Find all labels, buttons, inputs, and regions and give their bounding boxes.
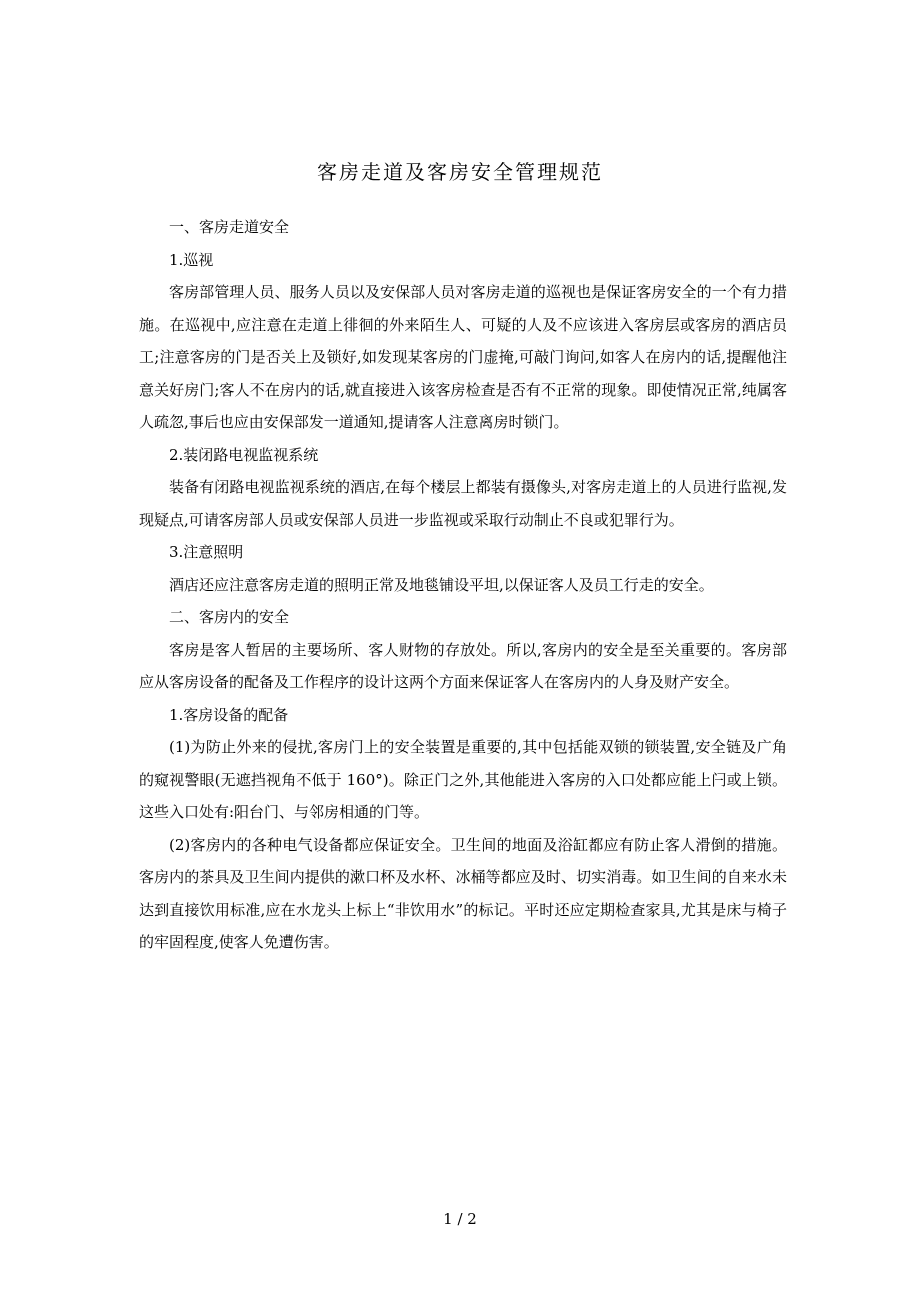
subheading-patrol: 1.巡视 (169, 250, 214, 269)
paragraph-cctv: 装备有闭路电视监视系统的酒店,在每个楼层上都装有摄像头,对客房走道上的人员进行监视,发现疑点,可请客房部人员或安保部人员进一步监视或采取行动制止不良或犯罪行为。 (139, 478, 787, 529)
subheading-lighting: 3.注意照明 (169, 543, 244, 561)
document-body (139, 211, 787, 959)
paragraph-electrical-safety: (2)客房内的各种电气设备都应保证安全。卫生间的地面及浴缸都应有防止客人滑倒的措施。客房内的茶具及卫生间内提供的漱口杯及水杯、冰桶等都应及时、切实消毒。如卫生间的自来水未达到直接饮用标准,应在水龙头上标上“非饮用水”的标记。平时还应定期检查家具,尤其是床与椅子的牢固程度,使客人免遭伤害。 (139, 835, 787, 951)
subheading-cctv: 2.装闭路电视监视系统 (169, 445, 319, 464)
paragraph-lighting: 酒店还应注意客房走道的照明正常及地毯铺设平坦,以保证客人及员工行走的安全。 (169, 575, 714, 594)
paragraph-patrol: 客房部管理人员、服务人员以及安保部人员对客房走道的巡视也是保证客房安全的一个有力措施。在巡视中,应注意在走道上徘徊的外来陌生人、可疑的人及不应该进入客房层或客房的酒店员工;注意客房的门是否关上及锁好,如发现某客房的门虚掩,可敲门询问,如客人在房内的话,提醒他注意关好房门;客人不在房内的话,就直接进入该客房检查是否有不正常的现象。即使情况正常,纯属客人疏忽,事后也应由安保部发一道通知,提请客人注意离房时锁门。 (139, 283, 787, 431)
paragraph-door-security: (1)为防止外来的侵扰,客房门上的安全装置是重要的,其中包括能双锁的锁装置,安全链及广角的窥视警眼(无遮挡视角不低于 160°)。除正门之外,其他能进入客房的入口处都应能上闩或上锁。这些入口处有:阳台门、与邻房相通的门等。 (139, 738, 787, 821)
document-title: 客房走道及客房安全管理规范 (317, 160, 603, 184)
subheading-room-equipment: 1.客房设备的配备 (169, 705, 289, 724)
paragraph-room-safety: 客房是客人暂居的主要场所、客人财物的存放处。所以,客房内的安全是至关重要的。客房部应从客房设备的配备及工作程序的设计这两个方面来保证客人在客房内的人身及财产安全。 (139, 640, 787, 691)
section-heading-room-safety: 二、客房内的安全 (169, 608, 290, 626)
page-number: 1 / 2 (443, 1210, 477, 1228)
section-heading-corridor-safety: 一、客房走道安全 (169, 218, 290, 236)
